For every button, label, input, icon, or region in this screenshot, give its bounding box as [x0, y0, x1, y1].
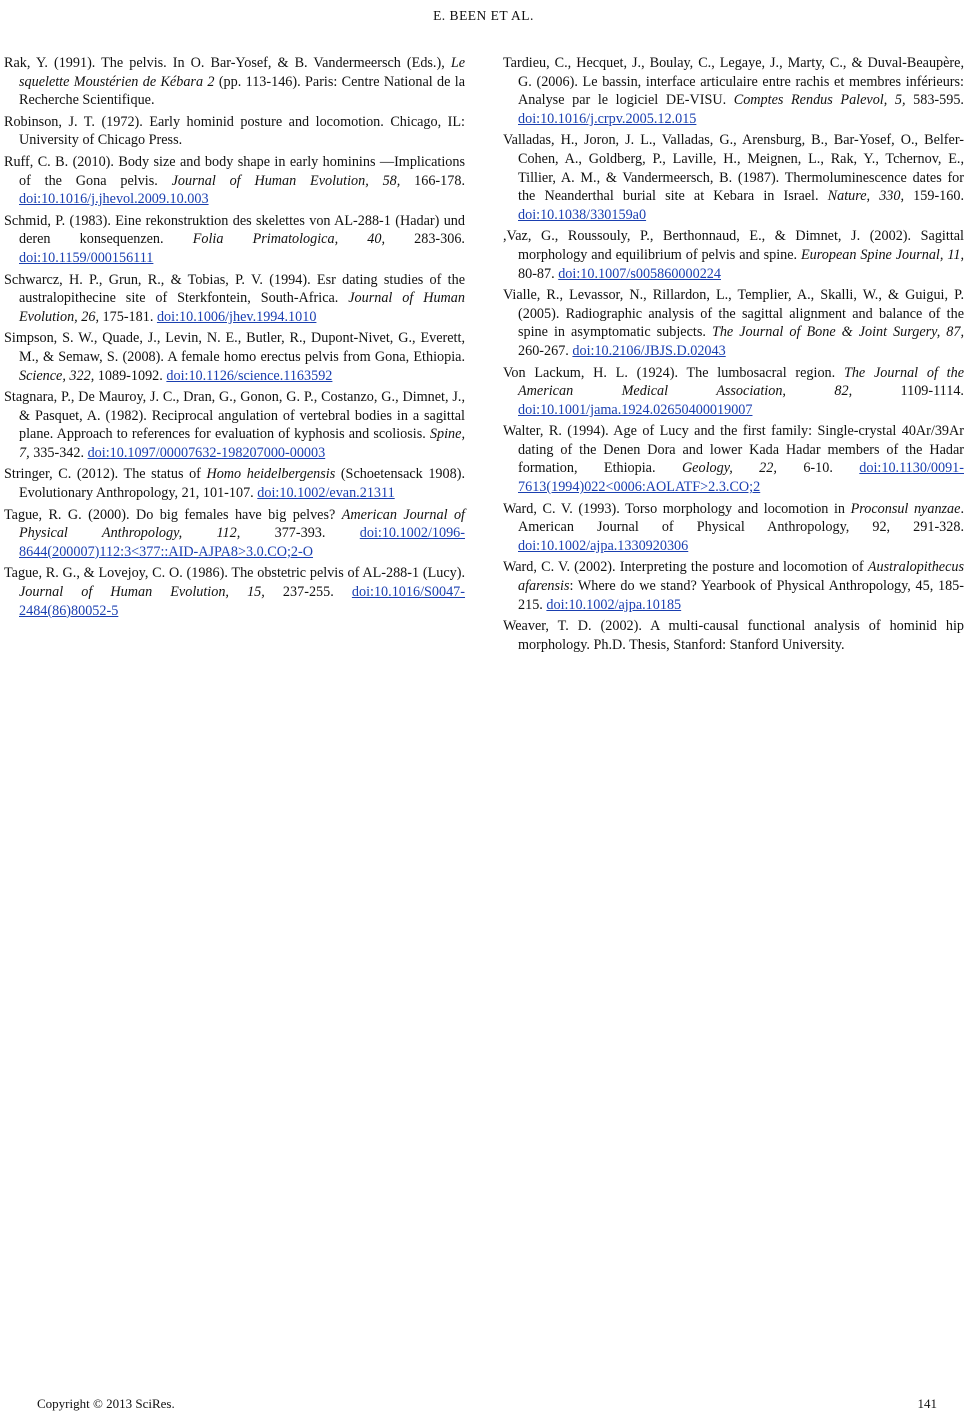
reference-title: Spine, 7,: [19, 426, 465, 461]
doi-link[interactable]: doi:10.1159/000156111: [19, 249, 154, 266]
doi-link[interactable]: doi:10.2106/JBJS.D.02043: [572, 342, 726, 359]
reference-title: Science, 322,: [19, 367, 95, 384]
doi-link[interactable]: doi:10.1002/ajpa.1330920306: [518, 537, 689, 554]
reference-pages: 260-267.: [518, 342, 573, 359]
doi-link[interactable]: doi:10.1038/330159a0: [518, 206, 647, 223]
reference-text: Walter, R. (1994). Age of Lucy and the first family: Single-crystal 40Ar/39Ar dating of the Denen Dora and lower Kada Hadar members of the Hadar formation, Ethiopia.: [503, 423, 964, 477]
doi-link[interactable]: doi:10.1016/j.crpv.2005.12.015: [518, 110, 697, 127]
reference-entry: [4, 54, 465, 110]
reference-entry: [4, 153, 465, 209]
reference-entry: [503, 131, 964, 224]
reference-text: Tardieu, C., Hecquet, J., Boulay, C., Legaye, J., Marty, C., & Duval-Beaupère, G. (2006). Le bassin, interface articulaire entre rachis et membres inférieurs: Analyse par le logiciel DE-VISU.: [503, 55, 964, 109]
reference-title: Nature, 330,: [827, 188, 905, 205]
reference-title: Proconsul nyanzae: [850, 500, 961, 517]
doi-link[interactable]: doi:10.1016/j.jhevol.2009.10.003: [19, 191, 209, 208]
reference-entry: [503, 558, 964, 614]
reference-text: Schwarcz, H. P., Grun, R., & Tobias, P. V. (1994). Esr dating studies of the australopithecine site of Sterkfontein, South-Africa.: [4, 271, 465, 307]
reference-entry: [4, 271, 465, 327]
reference-text: Stringer, C. (2012). The status of: [4, 466, 207, 483]
reference-title: Homo heidelbergensis: [206, 466, 336, 483]
reference-pages: 166-178.: [400, 172, 465, 189]
reference-title: Le squelette Moustérien de Kébara 2: [19, 55, 465, 90]
reference-pages: 237-255.: [264, 584, 352, 601]
reference-entry: [4, 506, 465, 562]
reference-pages: (Schoetensack 1908). Evolutionary Anthropology, 21, 101-107.: [19, 466, 465, 502]
reference-pages: 583-595.: [905, 92, 964, 109]
reference-text: Tague, R. G., & Lovejoy, C. O. (1986). The obstetric pelvis of AL-288-1 (Lucy).: [4, 565, 465, 582]
reference-entry: [503, 422, 964, 496]
doi-link[interactable]: doi:10.1130/0091-7613(1994)022<0006:AOLATF>2.3.CO;2: [518, 460, 964, 496]
reference-text: Tague, R. G. (2000). Do big females have big pelves?: [4, 506, 342, 523]
reference-entry: [503, 54, 964, 128]
running-head: E. BEEN ET AL.: [433, 8, 534, 23]
reference-entry: [503, 364, 964, 420]
reference-entry: [4, 465, 465, 502]
doi-link[interactable]: doi:10.1016/S0047-2484(86)80052-5: [19, 584, 466, 619]
reference-pages: 6-10.: [776, 460, 860, 477]
reference-pages: 1109-1114.: [852, 383, 964, 400]
reference-entry: [503, 286, 964, 360]
reference-text: Simpson, S. W., Quade, J., Levin, N. E., Butler, R., Dupont-Nivet, G., Everett, M., & Semaw, S. (2008). A female homo erectus pelvis from Gona, Ethiopia.: [4, 330, 465, 365]
reference-pages: 1089-1092.: [94, 367, 167, 384]
reference-entry: [503, 617, 964, 654]
copyright-notice: Copyright © 2013 SciRes.: [37, 1396, 175, 1411]
reference-text: Rak, Y. (1991). The pelvis. In O. Bar-Yosef, & B. Vandermeersch (Eds.),: [4, 55, 451, 71]
doi-link[interactable]: doi:10.1002/1096-8644(200007)112:3<377::AID-AJPA8>3.0.CO;2-O: [19, 525, 465, 560]
doi-link[interactable]: doi:10.1006/jhev.1994.1010: [156, 308, 317, 325]
reference-text: Ward, C. V. (1993). Torso morphology and locomotion in: [503, 500, 851, 517]
doi-link[interactable]: doi:10.1097/00007632-198207000-00003: [87, 444, 326, 461]
reference-entry: [4, 388, 465, 462]
reference-title: Folia Primatologica, 40,: [192, 231, 385, 248]
reference-entry: [503, 227, 964, 283]
reference-pages: 335-342.: [29, 444, 88, 461]
doi-link[interactable]: doi:10.1001/jama.1924.02650400019007: [518, 401, 753, 418]
reference-title: European Spine Journal, 11,: [801, 246, 964, 263]
reference-text: Ruff, C. B. (2010). Body size and body shape in early hominins —Implications of the Gona pelvis.: [4, 153, 465, 189]
reference-pages: : Where do we stand? Yearbook of Physical Anthropology, 45, 185-215.: [518, 578, 964, 613]
reference-text: Schmid, P. (1983). Eine rekonstruktion des skelettes von AL-288-1 (Hadar) und deren konsequenzen.: [4, 212, 465, 248]
reference-text: Vialle, R., Levassor, N., Rillardon, L., Templier, A., Skalli, W., & Guigui, P. (2005). Radiographic analysis of the sagittal alignment and balance of the spine in asymptomatic subjects.: [503, 287, 964, 341]
reference-text: Weaver, T. D. (2002). A multi-causal functional analysis of hominid hip morphology. Ph.D. Thesis, Stanford: Stanford University.: [503, 618, 964, 653]
reference-entry: [4, 564, 465, 620]
reference-title: Journal of Human Evolution, 26,: [19, 290, 465, 325]
reference-column-left: [4, 54, 465, 623]
reference-pages: 159-160.: [904, 188, 964, 205]
doi-link[interactable]: doi:10.1007/s005860000224: [558, 265, 721, 282]
reference-text: Valladas, H., Joron, J. L., Valladas, G., Arensburg, B., Bar-Yosef, O., Belfer-Cohen, A., Goldberg, P., Laville, H., Meignen, L., Rak, Y., Tchernov, E., Tillier, A. M., & Vandermeersch, B. (1987). Thermoluminescence dates for the Neanderthal burial site at Kebara in Israel.: [503, 132, 964, 205]
reference-entry: [4, 212, 465, 268]
reference-text: ,Vaz, G., Roussouly, P., Berthonnaud, E., & Dimnet, J. (2002). Sagittal morphology and equilibrium of pelvis and spine.: [503, 228, 964, 263]
reference-text: Robinson, J. T. (1972). Early hominid posture and locomotion. Chicago, IL: University of Chicago Press.: [4, 113, 465, 149]
doi-link[interactable]: doi:10.1126/science.1163592: [166, 367, 333, 384]
reference-column-right: [503, 54, 964, 657]
reference-title: Geology, 22,: [681, 460, 777, 477]
reference-entry: [4, 113, 465, 150]
page-number: 141: [917, 1396, 937, 1411]
reference-pages: 283-306.: [385, 231, 465, 248]
reference-title: Journal of Human Evolution, 58,: [171, 172, 401, 189]
reference-text: Ward, C. V. (2002). Interpreting the posture and locomotion of: [503, 559, 868, 576]
reference-pages: 175-181.: [99, 308, 157, 325]
doi-link[interactable]: doi:10.1002/evan.21311: [257, 485, 395, 502]
reference-title: Journal of Human Evolution, 15,: [19, 584, 265, 601]
reference-title: Australopithecus afarensis: [518, 559, 964, 595]
reference-pages: . American Journal of Physical Anthropology, 92, 291-328.: [518, 500, 964, 536]
reference-text: Von Lackum, H. L. (1924). The lumbosacral region.: [503, 364, 844, 381]
reference-title: Comptes Rendus Palevol, 5,: [733, 92, 906, 109]
reference-pages: 377-393.: [240, 525, 360, 542]
reference-text: Stagnara, P., De Mauroy, J. C., Dran, G., Gonon, G. P., Costanzo, G., Dimnet, J., & Pasquet, A. (1982). Reciprocal angulation of vertebral bodies in a sagittal plane. Approach to references for evaluation of kyphosis and scoliosis.: [4, 389, 465, 443]
reference-title: The Journal of the American Medical Association, 82,: [518, 364, 964, 400]
reference-pages: (pp. 113-146). Paris: Centre National de la Recherche Scientifique.: [19, 73, 466, 109]
reference-entry: [4, 329, 465, 385]
doi-link[interactable]: doi:10.1002/ajpa.10185: [546, 596, 682, 613]
reference-title: The Journal of Bone & Joint Surgery, 87,: [711, 324, 965, 341]
reference-entry: [503, 500, 964, 556]
reference-pages: 80-87.: [518, 265, 559, 282]
reference-title: American Journal of Physical Anthropology, 112,: [19, 506, 466, 542]
